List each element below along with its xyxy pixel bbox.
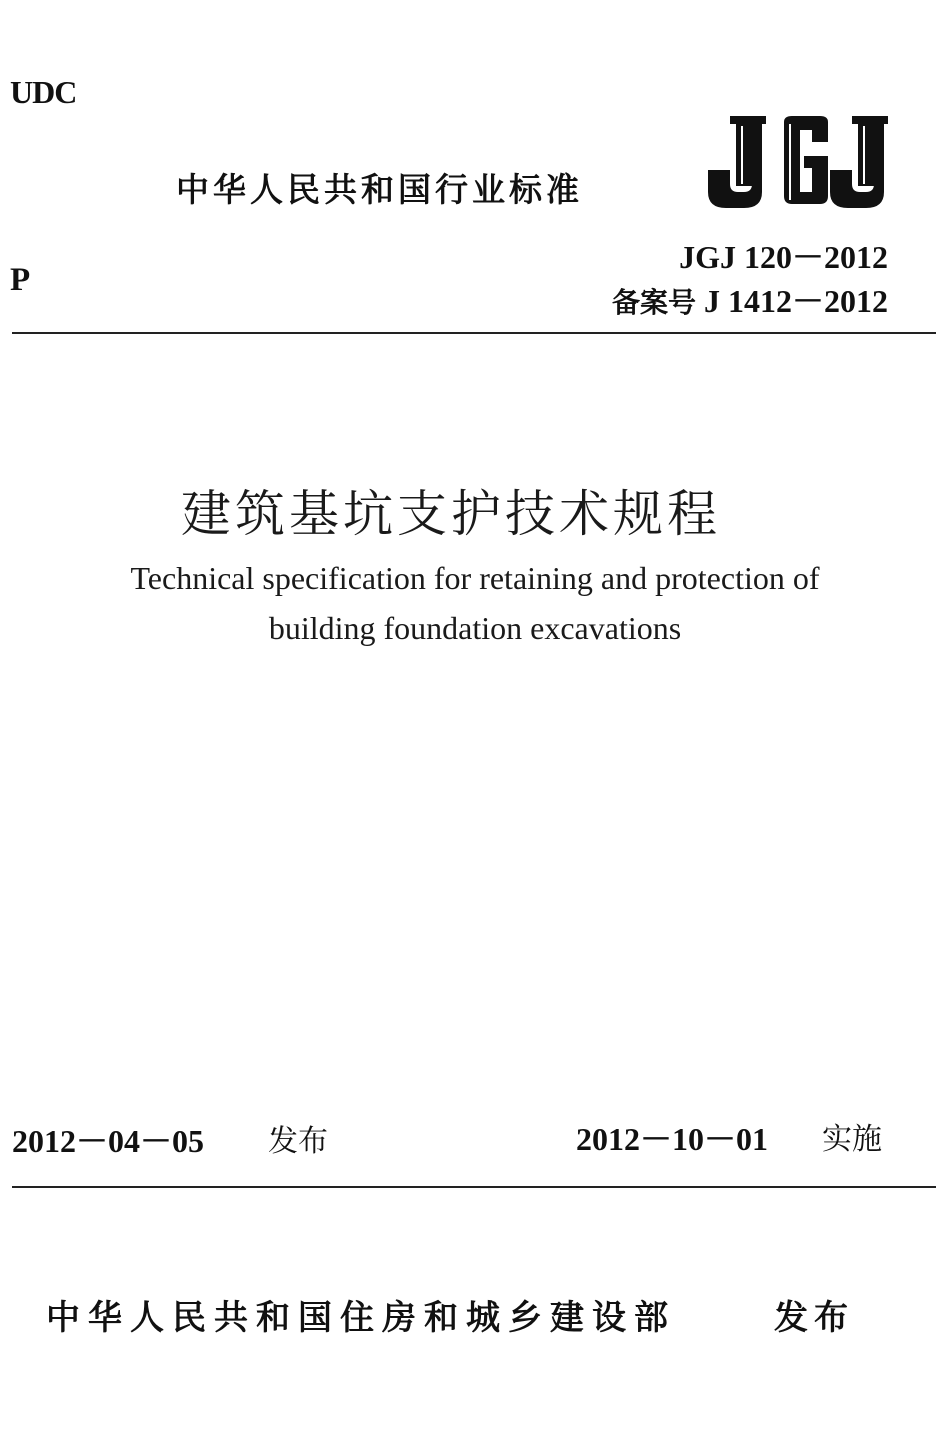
implementation-date: 2012－10－01 (576, 1121, 769, 1157)
title-english-line1: Technical specification for retaining and protection of (130, 560, 820, 596)
record-label: 备案号 (611, 286, 696, 319)
title-english-line2: building foundation excavations (268, 610, 682, 646)
publish-label: 发布 (774, 1298, 854, 1338)
implementation-label: 实施 (822, 1122, 882, 1157)
standard-code: JGJ 120－2012 (679, 239, 888, 275)
top-divider (12, 332, 936, 334)
record-number: J 1412－2012 (703, 283, 888, 319)
jgj-logo-icon (706, 112, 894, 212)
jgj-logo (706, 112, 894, 212)
title-chinese: 建筑基坑支护技术规程 (181, 485, 721, 543)
standard-type: 中华人民共和国行业标准 (176, 170, 583, 209)
bottom-divider (12, 1186, 936, 1188)
publisher: 中华人民共和国住房和城乡建设部 (46, 1298, 676, 1338)
classification-label: P (10, 262, 31, 298)
issue-date: 2012－04－05 (12, 1123, 205, 1159)
udc-label: UDC (10, 74, 77, 110)
record-number-line (612, 276, 888, 322)
issue-label: 发布 (268, 1124, 328, 1159)
